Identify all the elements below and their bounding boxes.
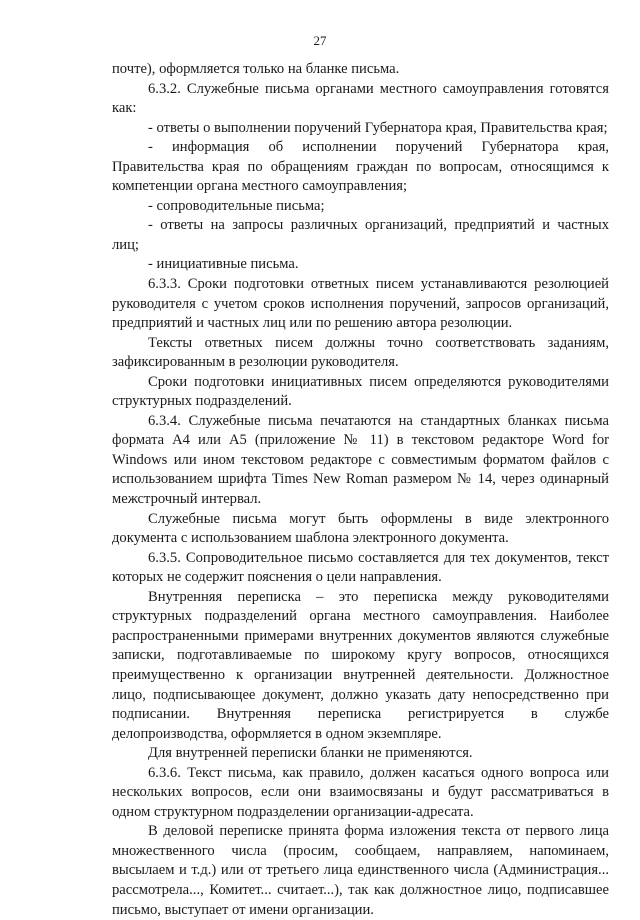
document-body bbox=[112, 60, 609, 920]
list-item: - ответы о выполнении поручений Губернатора края, Правительства края; bbox=[148, 119, 608, 136]
paragraph: 6.3.4. Служебные письма печатаются на стандартных бланках письма формата А4 или А5 (приложение № 11) в текстовом редакторе Word for Windows или ином текстовом редакторе с совместимым форматом файлов с использованием шрифта Times New Roman размером № 14, через одинарный межстрочный интервал. bbox=[112, 412, 609, 508]
paragraph: Служебные письма могут быть оформлены в виде электронного документа с использованием шаблона электронного документа. bbox=[112, 510, 609, 547]
list-item: - информация об исполнении поручений Губернатора края, Правительства края по обращениям граждан по вопросам, относящимся к компетенции органа местного самоуправления; bbox=[112, 139, 609, 195]
list-item: - сопроводительные письма; bbox=[148, 197, 325, 214]
paragraph: 6.3.6. Текст письма, как правило, должен касаться одного вопроса или нескольких вопросов, если они взаимосвязаны и будут рассматриваться в одном структурном подразделении организации-адресата. bbox=[112, 764, 609, 820]
paragraph: В деловой переписке принята форма изложения текста от первого лица множественного числа (просим, сообщаем, направляем, напоминаем, высылаем и т.д.) или от третьего лица единственного числа (Администрация... рассмотрела..., Комитет... считает...), так как должностное лицо, подписавшее письмо, выступает от имени организации. bbox=[112, 823, 609, 918]
page-number: 27 bbox=[313, 33, 327, 48]
paragraph: Внутренняя переписка – это переписка между руководителями структурных подразделений органа местного самоуправления. Наиболее распространенными примерами внутренних документов являются служебные записки, подготавливаемые по широкому кругу вопросов, относящихся преимущественно к организации внутренней деятельности. Должностное лицо, подписывающее документ, должно указать дату непосредственно при подписании. Внутренняя переписка регистрируется в службе делопроизводства, оформляется в одном экземпляре. bbox=[112, 588, 609, 742]
paragraph: Тексты ответных писем должны точно соответствовать заданиям, зафиксированным в резолюции руководителя. bbox=[112, 334, 609, 371]
paragraph: 6.3.5. Сопроводительное письмо составляется для тех документов, текст которых не содержит пояснения о цели направления. bbox=[112, 549, 609, 586]
paragraph: 6.3.3. Сроки подготовки ответных писем устанавливаются резолюцией руководителя с учетом сроков исполнения поручений, запросов организаций, предприятий и частных лиц или по решению автора резолюции. bbox=[112, 276, 609, 332]
list-item: - ответы на запросы различных организаций, предприятий и частных лиц; bbox=[112, 217, 609, 253]
paragraph: Сроки подготовки инициативных писем определяются руководителями структурных подразделений. bbox=[112, 373, 609, 410]
paragraph: Для внутренней переписки бланки не применяются. bbox=[148, 745, 473, 762]
paragraph: 6.3.2. Служебные письма органами местного самоуправления готовятся как: bbox=[112, 80, 609, 117]
paragraph: почте), оформляется только на бланке письма. bbox=[112, 61, 400, 77]
list-item: - инициативные письма. bbox=[148, 256, 299, 273]
